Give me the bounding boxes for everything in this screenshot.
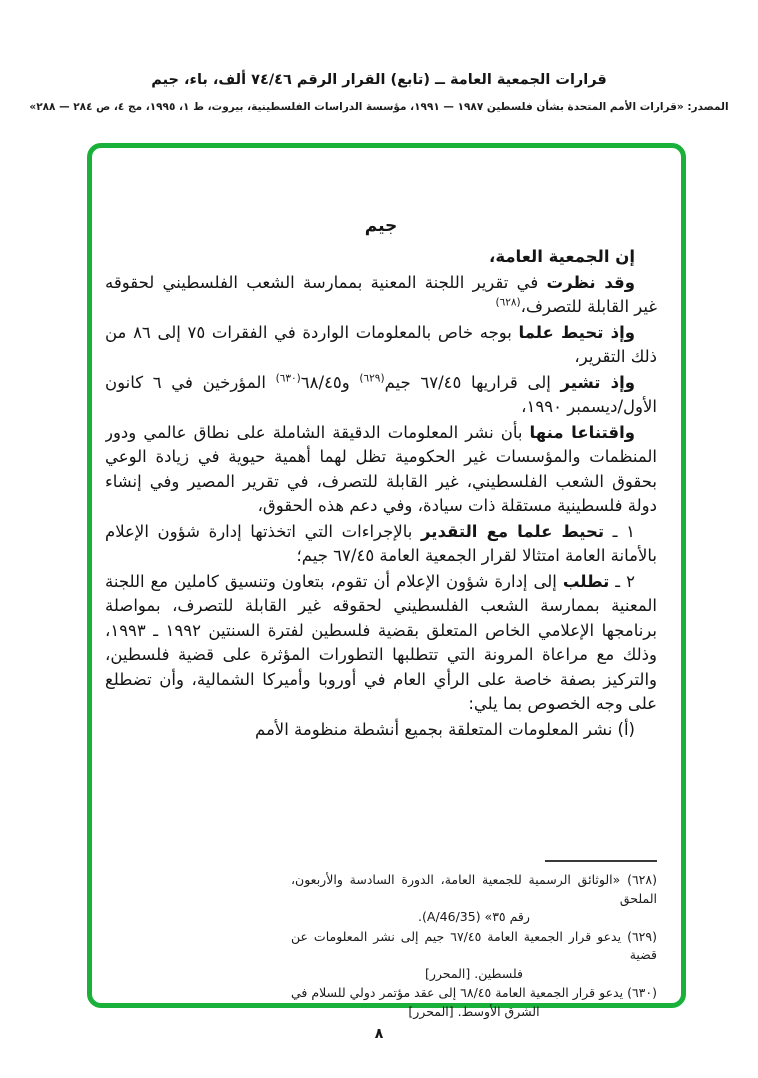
source-line: المصدر: «قرارات الأمم المتحدة بشأن فلسطين ١٩٨٧ — ١٩٩١، مؤسسة الدراسات الفلسطينية، بيروت، ط ١، ١٩٩٥، مج ٤، ص ٢٨٤ — ٢٨٨» <box>29 101 729 113</box>
paragraph <box>105 570 657 717</box>
footnote-line1 <box>291 984 657 1003</box>
paragraph-segment: المؤرخين في ٦ كانون الأول/ديسمبر ١٩٩٠، <box>105 372 657 416</box>
paragraph <box>105 245 657 270</box>
footnote-text: يدعو قرار الجمعية العامة ٦٨/٤٥ إلى عقد مؤتمر دولي للسلام في <box>290 985 624 1000</box>
footnote-line2: رقم ٣٥» (A/46/35). <box>418 909 530 924</box>
paragraph-segment: بأن نشر المعلومات الدقيقة الشاملة على نطاق عالمي ودور المنظمات والمؤسسات غير الحكومية تظل لهما أهمية حيوية في زيادة الوعي بحقوق الشعب الفلسطيني، غير القابلة للتصرف، في تقرير المصير وفي إنشاء دولة فلسطينية مستقلة ذات سيادة، وفي دعم هذه الحقوق، <box>105 422 657 515</box>
paragraph-segment: ٢ ـ <box>609 571 635 591</box>
paragraph-segment: ١ ـ <box>604 521 635 541</box>
paragraph-segment: واقتناعا منها <box>529 422 635 442</box>
footnote-line2: فلسطين. [المحرر] <box>424 965 524 981</box>
paragraph <box>105 421 657 519</box>
footnote-separator <box>545 860 657 862</box>
page-number: ٨ <box>374 1026 384 1042</box>
footnote-line1 <box>291 871 657 908</box>
paragraph <box>105 520 657 569</box>
footnote-marker: (٦٢٨) <box>627 872 657 887</box>
paragraph-segment: في تقرير اللجنة المعنية بممارسة الشعب الفلسطيني لحقوقه غير القابلة للتصرف، <box>105 272 657 316</box>
footnote-item <box>291 928 657 984</box>
paragraph-segment: تطلب <box>562 571 610 591</box>
footnote-item <box>291 871 657 927</box>
document-body <box>105 216 657 851</box>
section-heading: جيم <box>364 216 398 236</box>
footnote-ref: (٦٢٨) <box>495 296 521 309</box>
footnote-text: يدعو قرار الجمعية العامة ٦٧/٤٥ جيم إلى نشر المعلومات عن قضية <box>291 928 657 962</box>
footnote-line1 <box>291 928 657 965</box>
paragraph <box>105 371 657 420</box>
footnote-text: «الوثائق الرسمية للجمعية العامة، الدورة السادسة والأربعون، الملحق <box>291 872 657 906</box>
paragraph-segment: إلى إدارة شؤون الإعلام أن تقوم، بتعاون وتنسيق كاملين مع اللجنة المعنية بممارسة الشعب الفلسطيني لحقوقه غير القابلة للتصرف، بمواصلة برنامجها الإعلامي الخاص المتعلق بقضية فلسطين لفترة السنتين ١٩٩٢ ـ ١٩٩٣، وذلك مع مراعاة المرونة التي تتطلبها التطورات المؤثرة على قضية فلسطين، والتركيز بصفة خاصة على الرأي العام في أوروبا وأميركا الشمالية، وأن تضطلع على وجه الخصوص بما يلي: <box>105 571 657 713</box>
paragraph-segment: بوجه خاص بالمعلومات الواردة في الفقرات ٧٥ إلى ٨٦ من ذلك التقرير، <box>105 322 657 366</box>
paragraphs-container <box>105 245 657 742</box>
footnote-marker: (٦٢٩) <box>627 928 657 944</box>
paragraph-segment: إن الجمعية العامة، <box>489 247 635 266</box>
footnote-item <box>291 984 657 1021</box>
paragraph-segment: وإذ تحيط علما <box>518 322 635 342</box>
footnote-marker: (٦٣٠) <box>627 985 657 1000</box>
paragraph-segment: و٦٨/٤٥ <box>300 372 360 392</box>
paragraph <box>105 718 657 743</box>
paragraph <box>105 271 657 320</box>
footnote-ref: (٦٢٩) <box>359 372 385 384</box>
paragraph-segment: إلى قراريها ٦٧/٤٥ جيم <box>384 372 561 392</box>
footnote-list <box>291 871 657 1021</box>
footnote-line2: الشرق الأوسط. [المحرر] <box>408 1003 540 1019</box>
paragraph-segment: وقد نظرت <box>546 272 635 292</box>
footnote-ref: (٦٣٠) <box>275 372 301 384</box>
green-frame <box>87 143 686 1019</box>
paragraph-segment: بالإجراءات التي اتخذتها إدارة شؤون الإعلام بالأمانة العامة امتثالا لقرار الجمعية العامة ٦٧/٤٥ جيم؛ <box>105 521 657 565</box>
page-title: قرارات الجمعية العامة ــ (تابع) القرار الرقم ٧٤/٤٦ ألف، باء، جيم <box>151 72 607 88</box>
paragraph-segment: وإذ تشير <box>560 372 635 392</box>
paragraph-segment: (أ) نشر المعلومات المتعلقة بجميع أنشطة منظومة الأمم <box>254 719 635 739</box>
paragraph-segment: تحيط علما مع التقدير <box>421 521 605 541</box>
footnotes-block <box>291 860 657 1022</box>
paragraph <box>105 321 657 370</box>
